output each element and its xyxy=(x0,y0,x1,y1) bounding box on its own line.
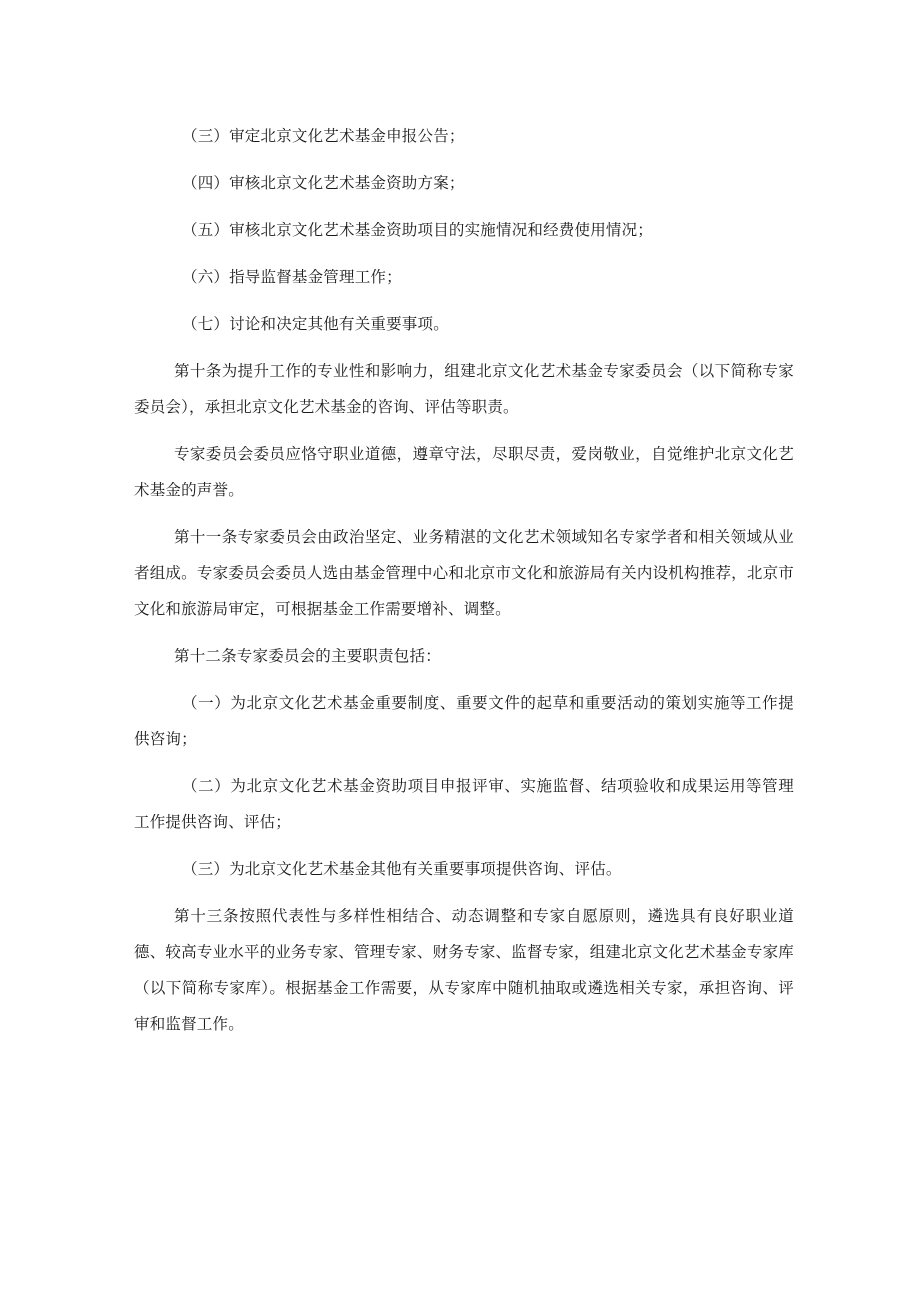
list-item: （二）为北京文化艺术基金资助项目申报评审、实施监督、结项验收和成果运用等管理工作提供咨询、评估； xyxy=(134,777,794,831)
document-body xyxy=(134,118,794,1053)
list-item: （七）讨论和决定其他有关重要事项。 xyxy=(182,315,449,333)
article-paragraph: 第十三条按照代表性与多样性相结合、动态调整和专家自愿原则，遴选具有良好职业道德、较高专业水平的业务专家、管理专家、财务专家、监督专家，组建北京文化艺术基金专家库（以下简称专家库）。根据基金工作需要，从专家库中随机抽取或遴选相关专家，承担咨询、评审和监督工作。 xyxy=(134,907,794,1033)
list-item: （六）指导监督基金管理工作； xyxy=(182,268,402,286)
list-item: （五）审核北京文化艺术基金资助项目的实施情况和经费使用情况； xyxy=(182,221,654,239)
article-paragraph: 第十一条专家委员会由政治坚定、业务精湛的文化艺术领域知名专家学者和相关领域从业者组成。专家委员会委员人选由基金管理中心和北京市文化和旅游局有关内设机构推荐，北京市文化和旅游局审定，可根据基金工作需要增补、调整。 xyxy=(134,528,794,618)
article-paragraph: 第十条为提升工作的专业性和影响力，组建北京文化艺术基金专家委员会（以下简称专家委员会），承担北京文化艺术基金的咨询、评估等职责。 xyxy=(134,362,794,416)
list-item: （三）为北京文化艺术基金其他有关重要事项提供咨询、评估。 xyxy=(182,860,622,878)
list-item: （三）审定北京文化艺术基金申报公告； xyxy=(182,127,465,145)
list-item: （一）为北京文化艺术基金重要制度、重要文件的起草和重要活动的策划实施等工作提供咨询； xyxy=(134,694,794,748)
article-paragraph: 第十二条专家委员会的主要职责包括： xyxy=(174,647,441,665)
article-paragraph: 专家委员会委员应恪守职业道德，遵章守法，尽职尽责，爱岗敬业，自觉维护北京文化艺术基金的声誉。 xyxy=(134,445,794,499)
list-item: （四）审核北京文化艺术基金资助方案； xyxy=(182,174,465,192)
